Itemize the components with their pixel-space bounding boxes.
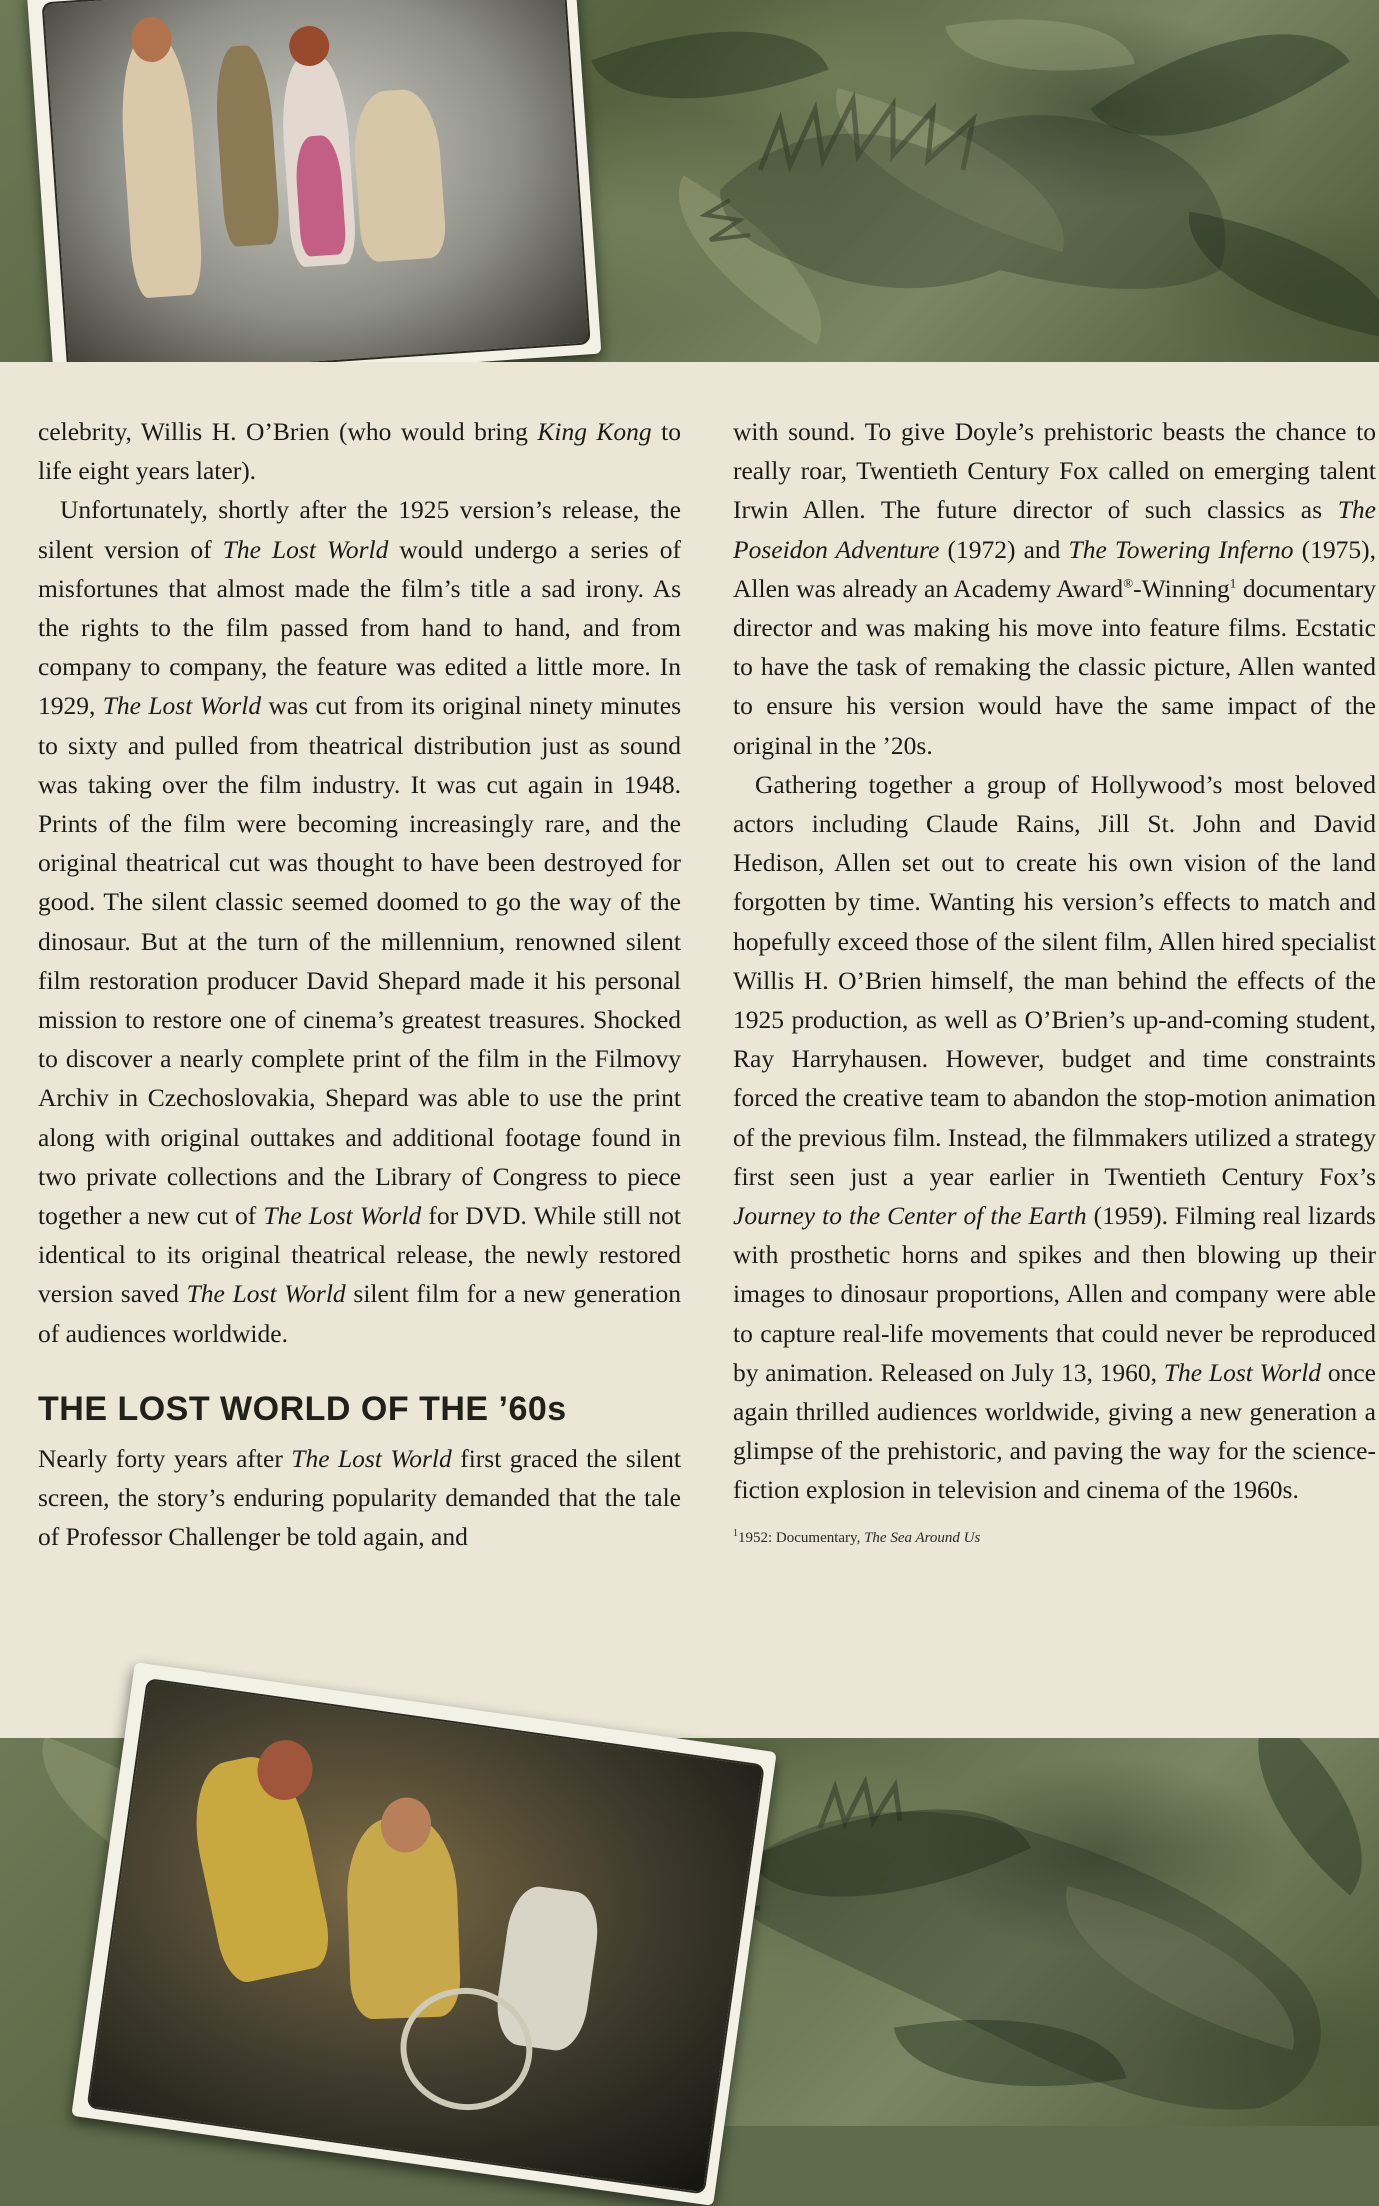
right-column [733, 412, 1376, 1548]
film-still-bottom [71, 1662, 776, 2206]
paragraph: Nearly forty years after The Lost World first graced the silent screen, the story’s enduring popularity demanded that the tale of Professor Challenger be told again, and [38, 1443, 682, 1552]
dinosaur-sketch-icon [700, 40, 1260, 330]
reptile-sketch-icon [700, 1758, 1379, 2118]
paragraph: Gathering together a group of Hollywood’s most beloved actors including Claude Rains, Jill St. John and David Hedison, Allen set out to create his own vision of the land forgotten by time. Wanting his version’s effects to match and hopefully exceed those of the silent film, Allen hired specialist Willis H. O’Brien himself, the man behind the effects of the 1925 production, as well as O’Brien’s up-and-coming student, Ray Harryhausen. However, budget and time constraints forced the creative team to abandon the stop-motion animation of the previous film. Instead, the filmmakers utilized a strategy first seen just a year earlier in Twentieth Century Fox’s Journey to the Center of the Earth (1959). Filming real lizards with prosthetic horns and spikes and then blowing up their images to dinosaur proportions, Allen and company were able to capture real-life movements that could never be reproduced by animation. Released on July 13, 1960, The Lost World once again thrilled audiences worldwide, giving a new generation a glimpse of the prehistoric, and paving the way for the science-fiction explosion in television and cinema of the 1960s. [733, 769, 1376, 1505]
paragraph: with sound. To give Doyle’s prehistoric beasts the chance to really roar, Twentieth Century Fox called on emerging talent Irwin Allen. The future director of such classics as The Poseidon Adventure (1972) and The Towering Inferno (1975), Allen was already an Academy Award®-Winning$^1$ documentary director and was making his move into feature films. Ecstatic to have the task of remaking the classic picture, Allen wanted to ensure his version would have the same impact of the original in the ’20s. [733, 417, 1376, 760]
footnote-ref: 1 [1229, 575, 1237, 591]
paragraph: Unfortunately, shortly after the 1925 version’s release, the silent version of The Lost World would undergo a series of misfortunes that almost made the film’s title a sad irony. As the rights to the film passed from hand to hand, and from company to company, the feature was edited a little more. In 1929, The Lost World was cut from its original ninety minutes to sixty and pulled from theatrical distribution just as sound was taking over the film industry. It was cut again in 1948. Prints of the film were becoming increasingly rare, and the original theatrical cut was thought to have been destroyed for good. The silent classic seemed doomed to go the way of the dinosaur. But at the turn of the millennium, renowned silent film restoration producer David Shepard made it his personal mission to restore one of cinema’s greatest treasures. Shocked to discover a nearly complete print of the film in the Filmovy Archiv in Czechoslovakia, Shepard was able to use the print along with original outtakes and additional footage found in two private collections and the Library of Congress to piece together a new cut of The Lost World for DVD. While still not identical to its original theatrical release, the newly restored version saved The Lost World silent film for a new generation of audiences worldwide. [38, 495, 682, 1348]
section-heading: THE LOST WORLD OF THE ’60s [38, 1389, 567, 1428]
film-still-top [27, 0, 602, 392]
paragraph: celebrity, Willis H. O’Brien (who would bring King Kong to life eight years later). [38, 417, 681, 486]
footnote: $^1$1952: Documentary, The Sea Around Us [733, 1527, 981, 1546]
article-panel [0, 362, 1379, 1738]
left-column [38, 412, 681, 1556]
